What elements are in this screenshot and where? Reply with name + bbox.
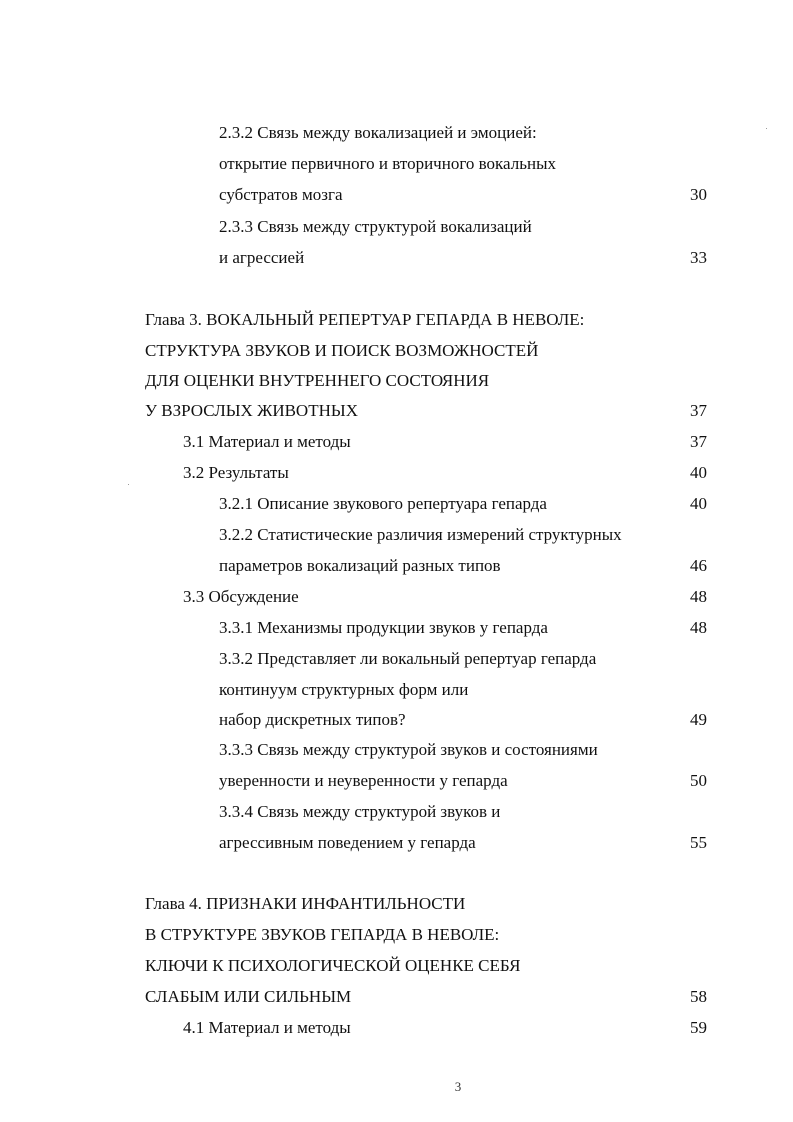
toc-line-3-3-1: 3.3.1 Механизмы продукции звуков у гепарда	[219, 618, 548, 637]
toc-page-3-2-2: 46	[690, 556, 707, 575]
toc-line-chapter-4-cont2: КЛЮЧИ К ПСИХОЛОГИЧЕСКОЙ ОЦЕНКЕ СЕБЯ	[145, 956, 521, 975]
toc-page-3-3-2: 49	[690, 710, 707, 729]
toc-line-3-2-2-end: параметров вокализаций разных типов	[219, 556, 501, 575]
page-number: 3	[454, 1079, 462, 1094]
toc-page-4-1: 59	[690, 1018, 707, 1037]
toc-line-chapter-3-cont2: ДЛЯ ОЦЕНКИ ВНУТРЕННЕГО СОСТОЯНИЯ	[145, 371, 490, 390]
toc-page-chapter-3: 37	[690, 401, 707, 420]
toc-line-2-3-2-cont: открытие первичного и вторичного вокальных	[219, 154, 556, 173]
toc-line-chapter-4-end: СЛАБЫМ ИЛИ СИЛЬНЫМ	[145, 987, 352, 1006]
toc-line-3-3-2: 3.3.2 Представляет ли вокальный репертуар гепарда	[219, 649, 597, 668]
toc-line-chapter-3-cont1: СТРУКТУРА ЗВУКОВ И ПОИСК ВОЗМОЖНОСТЕЙ	[145, 341, 539, 360]
toc-page-chapter-4: 58	[690, 987, 707, 1006]
toc-line-3-3-3-end: уверенности и неуверенности у гепарда	[219, 771, 508, 790]
toc-line-2-3-3: 2.3.3 Связь между структурой вокализаций	[219, 217, 532, 236]
toc-line-3-3-2-end: набор дискретных типов?	[219, 710, 406, 729]
toc-line-4-1: 4.1 Материал и методы	[183, 1018, 351, 1037]
toc-line-2-3-3-end: и агрессией	[219, 248, 305, 267]
toc-line-chapter-4: Глава 4. ПРИЗНАКИ ИНФАНТИЛЬНОСТИ	[145, 894, 466, 913]
toc-line-3-3-2-cont: континуум структурных форм или	[219, 680, 469, 699]
toc-page-3-3-4: 55	[690, 833, 707, 852]
toc-line-3-2: 3.2 Результаты	[183, 463, 289, 482]
scan-speck	[766, 128, 767, 129]
toc-page-2-3-3: 33	[690, 248, 707, 267]
toc-page-3-2-1: 40	[690, 494, 707, 513]
toc-page-3-3: 48	[690, 587, 707, 606]
toc-page-2-3-2: 30	[690, 185, 707, 204]
toc-line-3-3: 3.3 Обсуждение	[183, 587, 299, 606]
toc-page-3-3-1: 48	[690, 618, 707, 637]
toc-line-2-3-2-end: субстратов мозга	[219, 185, 343, 204]
toc-line-chapter-3-end: У ВЗРОСЛЫХ ЖИВОТНЫХ	[145, 401, 358, 420]
toc-line-chapter-3: Глава 3. ВОКАЛЬНЫЙ РЕПЕРТУАР ГЕПАРДА В НЕВОЛЕ:	[145, 310, 585, 329]
toc-line-3-1: 3.1 Материал и методы	[183, 432, 351, 451]
toc-line-3-3-3: 3.3.3 Связь между структурой звуков и состояниями	[219, 740, 598, 759]
toc-page-3-1: 37	[690, 432, 707, 451]
toc-line-3-2-1: 3.2.1 Описание звукового репертуара гепарда	[219, 494, 547, 513]
toc-page-3-2: 40	[690, 463, 707, 482]
toc-page-3-3-3: 50	[690, 771, 707, 790]
toc-line-3-3-4: 3.3.4 Связь между структурой звуков и	[219, 802, 501, 821]
toc-line-3-2-2: 3.2.2 Статистические различия измерений структурных	[219, 525, 622, 544]
scan-speck	[128, 484, 129, 485]
toc-line-2-3-2: 2.3.2 Связь между вокализацией и эмоцией:	[219, 123, 537, 142]
toc-line-3-3-4-end: агрессивным поведением у гепарда	[219, 833, 476, 852]
toc-line-chapter-4-cont1: В СТРУКТУРЕ ЗВУКОВ ГЕПАРДА В НЕВОЛЕ:	[145, 925, 500, 944]
